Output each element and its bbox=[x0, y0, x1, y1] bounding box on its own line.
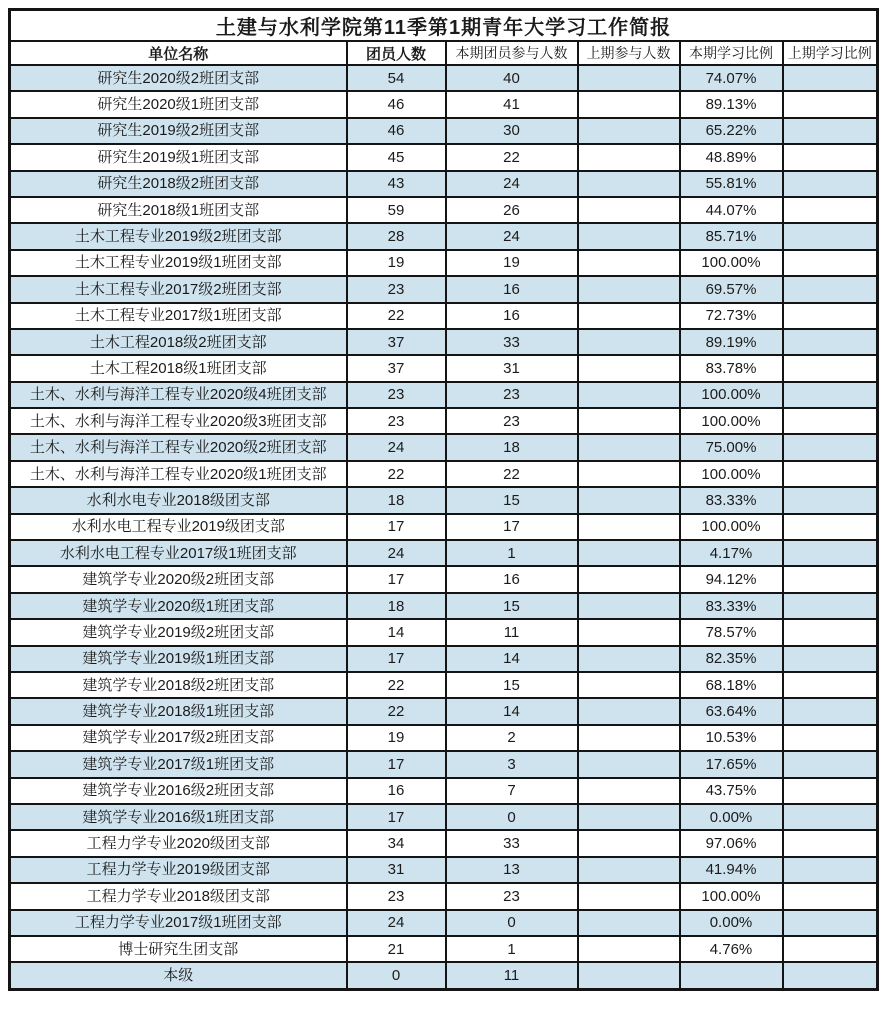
previous-participants-cell bbox=[578, 144, 680, 170]
previous-ratio-cell bbox=[783, 910, 878, 936]
unit-name-cell: 工程力学专业2018级团支部 bbox=[10, 883, 347, 909]
previous-participants-cell bbox=[578, 698, 680, 724]
current-ratio-cell: 83.33% bbox=[680, 487, 783, 513]
unit-name-cell: 建筑学专业2016级1班团支部 bbox=[10, 804, 347, 830]
member-count-cell: 45 bbox=[347, 144, 446, 170]
member-count-cell: 17 bbox=[347, 566, 446, 592]
current-ratio-cell: 55.81% bbox=[680, 171, 783, 197]
unit-name-cell: 研究生2019级2班团支部 bbox=[10, 118, 347, 144]
current-ratio-cell: 83.33% bbox=[680, 593, 783, 619]
current-ratio-cell: 0.00% bbox=[680, 804, 783, 830]
current-ratio-cell: 94.12% bbox=[680, 566, 783, 592]
current-ratio-cell: 75.00% bbox=[680, 434, 783, 460]
previous-ratio-cell bbox=[783, 566, 878, 592]
previous-participants-cell bbox=[578, 566, 680, 592]
current-participants-cell: 19 bbox=[446, 250, 578, 276]
current-participants-cell: 3 bbox=[446, 751, 578, 777]
current-ratio-cell bbox=[680, 962, 783, 989]
previous-ratio-cell bbox=[783, 223, 878, 249]
current-participants-cell: 0 bbox=[446, 804, 578, 830]
column-header-previous-participants: 上期参与人数 bbox=[578, 41, 680, 65]
previous-participants-cell bbox=[578, 672, 680, 698]
member-count-cell: 22 bbox=[347, 303, 446, 329]
current-participants-cell: 17 bbox=[446, 514, 578, 540]
unit-name-cell: 建筑学专业2017级1班团支部 bbox=[10, 751, 347, 777]
current-ratio-cell: 100.00% bbox=[680, 461, 783, 487]
unit-name-cell: 土木、水利与海洋工程专业2020级3班团支部 bbox=[10, 408, 347, 434]
unit-name-cell: 建筑学专业2016级2班团支部 bbox=[10, 778, 347, 804]
previous-ratio-cell bbox=[783, 118, 878, 144]
current-ratio-cell: 72.73% bbox=[680, 303, 783, 329]
current-participants-cell: 11 bbox=[446, 962, 578, 989]
previous-participants-cell bbox=[578, 804, 680, 830]
table-row bbox=[10, 91, 878, 117]
table-row bbox=[10, 514, 878, 540]
current-participants-cell: 22 bbox=[446, 461, 578, 487]
unit-name-cell: 建筑学专业2018级1班团支部 bbox=[10, 698, 347, 724]
previous-participants-cell bbox=[578, 329, 680, 355]
member-count-cell: 16 bbox=[347, 778, 446, 804]
table-row bbox=[10, 936, 878, 962]
current-ratio-cell: 100.00% bbox=[680, 408, 783, 434]
previous-ratio-cell bbox=[783, 936, 878, 962]
current-participants-cell: 24 bbox=[446, 171, 578, 197]
current-ratio-cell: 48.89% bbox=[680, 144, 783, 170]
current-participants-cell: 15 bbox=[446, 593, 578, 619]
unit-name-cell: 建筑学专业2019级1班团支部 bbox=[10, 646, 347, 672]
previous-ratio-cell bbox=[783, 857, 878, 883]
table-row bbox=[10, 250, 878, 276]
member-count-cell: 19 bbox=[347, 250, 446, 276]
previous-ratio-cell bbox=[783, 830, 878, 856]
current-participants-cell: 1 bbox=[446, 936, 578, 962]
unit-name-cell: 工程力学专业2017级1班团支部 bbox=[10, 910, 347, 936]
unit-name-cell: 土木、水利与海洋工程专业2020级4班团支部 bbox=[10, 382, 347, 408]
current-ratio-cell: 17.65% bbox=[680, 751, 783, 777]
previous-ratio-cell bbox=[783, 883, 878, 909]
table-row bbox=[10, 223, 878, 249]
previous-participants-cell bbox=[578, 171, 680, 197]
column-header-previous-ratio: 上期学习比例 bbox=[783, 41, 878, 65]
table-row bbox=[10, 646, 878, 672]
current-ratio-cell: 97.06% bbox=[680, 830, 783, 856]
previous-participants-cell bbox=[578, 65, 680, 91]
report-title: 土建与水利学院第11季第1期青年大学习工作简报 bbox=[10, 10, 878, 42]
current-ratio-cell: 89.19% bbox=[680, 329, 783, 355]
previous-participants-cell bbox=[578, 619, 680, 645]
table-row bbox=[10, 487, 878, 513]
table-row bbox=[10, 725, 878, 751]
previous-ratio-cell bbox=[783, 197, 878, 223]
member-count-cell: 37 bbox=[347, 329, 446, 355]
table-row bbox=[10, 303, 878, 329]
current-participants-cell: 16 bbox=[446, 303, 578, 329]
member-count-cell: 17 bbox=[347, 646, 446, 672]
table-row bbox=[10, 540, 878, 566]
current-ratio-cell: 65.22% bbox=[680, 118, 783, 144]
current-ratio-cell: 78.57% bbox=[680, 619, 783, 645]
previous-ratio-cell bbox=[783, 434, 878, 460]
current-participants-cell: 31 bbox=[446, 355, 578, 381]
table-row bbox=[10, 910, 878, 936]
unit-name-cell: 研究生2018级2班团支部 bbox=[10, 171, 347, 197]
previous-ratio-cell bbox=[783, 329, 878, 355]
column-header-current-participants: 本期团员参与人数 bbox=[446, 41, 578, 65]
table-row bbox=[10, 461, 878, 487]
table-row bbox=[10, 355, 878, 381]
member-count-cell: 14 bbox=[347, 619, 446, 645]
table-row bbox=[10, 566, 878, 592]
current-participants-cell: 13 bbox=[446, 857, 578, 883]
member-count-cell: 17 bbox=[347, 751, 446, 777]
previous-ratio-cell bbox=[783, 303, 878, 329]
unit-name-cell: 水利水电工程专业2017级1班团支部 bbox=[10, 540, 347, 566]
member-count-cell: 46 bbox=[347, 91, 446, 117]
column-header-member-count: 团员人数 bbox=[347, 41, 446, 65]
current-participants-cell: 40 bbox=[446, 65, 578, 91]
previous-participants-cell bbox=[578, 382, 680, 408]
previous-participants-cell bbox=[578, 962, 680, 989]
current-ratio-cell: 63.64% bbox=[680, 698, 783, 724]
member-count-cell: 31 bbox=[347, 857, 446, 883]
table-row bbox=[10, 329, 878, 355]
table-row bbox=[10, 144, 878, 170]
member-count-cell: 19 bbox=[347, 725, 446, 751]
member-count-cell: 23 bbox=[347, 408, 446, 434]
unit-name-cell: 土木工程专业2019级2班团支部 bbox=[10, 223, 347, 249]
current-ratio-cell: 74.07% bbox=[680, 65, 783, 91]
unit-name-cell: 水利水电工程专业2019级团支部 bbox=[10, 514, 347, 540]
previous-participants-cell bbox=[578, 857, 680, 883]
previous-participants-cell bbox=[578, 276, 680, 302]
previous-ratio-cell bbox=[783, 144, 878, 170]
previous-participants-cell bbox=[578, 830, 680, 856]
unit-name-cell: 土木、水利与海洋工程专业2020级1班团支部 bbox=[10, 461, 347, 487]
title-row bbox=[10, 10, 878, 42]
previous-ratio-cell bbox=[783, 382, 878, 408]
current-participants-cell: 41 bbox=[446, 91, 578, 117]
member-count-cell: 22 bbox=[347, 698, 446, 724]
table-row bbox=[10, 434, 878, 460]
report-table bbox=[8, 8, 879, 991]
previous-participants-cell bbox=[578, 434, 680, 460]
table-row bbox=[10, 276, 878, 302]
unit-name-cell: 研究生2020级1班团支部 bbox=[10, 91, 347, 117]
member-count-cell: 37 bbox=[347, 355, 446, 381]
previous-ratio-cell bbox=[783, 698, 878, 724]
unit-name-cell: 建筑学专业2017级2班团支部 bbox=[10, 725, 347, 751]
previous-ratio-cell bbox=[783, 171, 878, 197]
table-row bbox=[10, 408, 878, 434]
member-count-cell: 17 bbox=[347, 514, 446, 540]
previous-participants-cell bbox=[578, 751, 680, 777]
current-participants-cell: 23 bbox=[446, 408, 578, 434]
table-row bbox=[10, 171, 878, 197]
previous-participants-cell bbox=[578, 936, 680, 962]
previous-participants-cell bbox=[578, 514, 680, 540]
table-row bbox=[10, 118, 878, 144]
table-row bbox=[10, 197, 878, 223]
current-ratio-cell: 83.78% bbox=[680, 355, 783, 381]
member-count-cell: 34 bbox=[347, 830, 446, 856]
current-participants-cell: 33 bbox=[446, 329, 578, 355]
previous-participants-cell bbox=[578, 197, 680, 223]
previous-ratio-cell bbox=[783, 751, 878, 777]
unit-name-cell: 土木工程2018级2班团支部 bbox=[10, 329, 347, 355]
current-ratio-cell: 41.94% bbox=[680, 857, 783, 883]
previous-participants-cell bbox=[578, 461, 680, 487]
previous-participants-cell bbox=[578, 355, 680, 381]
column-header-current-ratio: 本期学习比例 bbox=[680, 41, 783, 65]
column-header-unit-name: 单位名称 bbox=[10, 41, 347, 65]
current-participants-cell: 15 bbox=[446, 487, 578, 513]
table-row bbox=[10, 804, 878, 830]
current-ratio-cell: 10.53% bbox=[680, 725, 783, 751]
current-participants-cell: 24 bbox=[446, 223, 578, 249]
member-count-cell: 18 bbox=[347, 487, 446, 513]
unit-name-cell: 工程力学专业2019级团支部 bbox=[10, 857, 347, 883]
previous-ratio-cell bbox=[783, 461, 878, 487]
current-ratio-cell: 100.00% bbox=[680, 514, 783, 540]
previous-participants-cell bbox=[578, 487, 680, 513]
table-row bbox=[10, 857, 878, 883]
previous-ratio-cell bbox=[783, 778, 878, 804]
previous-ratio-cell bbox=[783, 540, 878, 566]
table-row bbox=[10, 830, 878, 856]
current-ratio-cell: 44.07% bbox=[680, 197, 783, 223]
member-count-cell: 21 bbox=[347, 936, 446, 962]
previous-ratio-cell bbox=[783, 250, 878, 276]
previous-participants-cell bbox=[578, 593, 680, 619]
previous-participants-cell bbox=[578, 646, 680, 672]
current-ratio-cell: 100.00% bbox=[680, 883, 783, 909]
current-ratio-cell: 43.75% bbox=[680, 778, 783, 804]
table-row bbox=[10, 778, 878, 804]
unit-name-cell: 建筑学专业2018级2班团支部 bbox=[10, 672, 347, 698]
current-ratio-cell: 69.57% bbox=[680, 276, 783, 302]
previous-participants-cell bbox=[578, 250, 680, 276]
current-ratio-cell: 100.00% bbox=[680, 382, 783, 408]
unit-name-cell: 建筑学专业2020级1班团支部 bbox=[10, 593, 347, 619]
table-row bbox=[10, 698, 878, 724]
previous-ratio-cell bbox=[783, 91, 878, 117]
current-participants-cell: 14 bbox=[446, 646, 578, 672]
current-participants-cell: 30 bbox=[446, 118, 578, 144]
current-participants-cell: 1 bbox=[446, 540, 578, 566]
previous-participants-cell bbox=[578, 540, 680, 566]
current-ratio-cell: 100.00% bbox=[680, 250, 783, 276]
unit-name-cell: 研究生2020级2班团支部 bbox=[10, 65, 347, 91]
current-participants-cell: 18 bbox=[446, 434, 578, 460]
previous-participants-cell bbox=[578, 223, 680, 249]
unit-name-cell: 工程力学专业2020级团支部 bbox=[10, 830, 347, 856]
current-ratio-cell: 0.00% bbox=[680, 910, 783, 936]
previous-participants-cell bbox=[578, 408, 680, 434]
previous-ratio-cell bbox=[783, 408, 878, 434]
previous-ratio-cell bbox=[783, 487, 878, 513]
previous-ratio-cell bbox=[783, 593, 878, 619]
previous-ratio-cell bbox=[783, 514, 878, 540]
previous-participants-cell bbox=[578, 883, 680, 909]
current-participants-cell: 22 bbox=[446, 144, 578, 170]
current-participants-cell: 16 bbox=[446, 276, 578, 302]
current-ratio-cell: 4.76% bbox=[680, 936, 783, 962]
previous-ratio-cell bbox=[783, 962, 878, 989]
member-count-cell: 23 bbox=[347, 276, 446, 302]
unit-name-cell: 研究生2018级1班团支部 bbox=[10, 197, 347, 223]
current-participants-cell: 2 bbox=[446, 725, 578, 751]
table-row bbox=[10, 962, 878, 989]
member-count-cell: 24 bbox=[347, 910, 446, 936]
member-count-cell: 17 bbox=[347, 804, 446, 830]
member-count-cell: 23 bbox=[347, 382, 446, 408]
unit-name-cell: 土木、水利与海洋工程专业2020级2班团支部 bbox=[10, 434, 347, 460]
table-row bbox=[10, 593, 878, 619]
previous-ratio-cell bbox=[783, 725, 878, 751]
current-participants-cell: 11 bbox=[446, 619, 578, 645]
unit-name-cell: 建筑学专业2020级2班团支部 bbox=[10, 566, 347, 592]
unit-name-cell: 本级 bbox=[10, 962, 347, 989]
member-count-cell: 23 bbox=[347, 883, 446, 909]
member-count-cell: 22 bbox=[347, 672, 446, 698]
previous-participants-cell bbox=[578, 118, 680, 144]
current-ratio-cell: 89.13% bbox=[680, 91, 783, 117]
header-row bbox=[10, 41, 878, 65]
unit-name-cell: 博士研究生团支部 bbox=[10, 936, 347, 962]
previous-ratio-cell bbox=[783, 804, 878, 830]
current-ratio-cell: 68.18% bbox=[680, 672, 783, 698]
previous-ratio-cell bbox=[783, 619, 878, 645]
member-count-cell: 18 bbox=[347, 593, 446, 619]
previous-ratio-cell bbox=[783, 646, 878, 672]
member-count-cell: 24 bbox=[347, 540, 446, 566]
member-count-cell: 22 bbox=[347, 461, 446, 487]
member-count-cell: 43 bbox=[347, 171, 446, 197]
previous-participants-cell bbox=[578, 778, 680, 804]
current-participants-cell: 33 bbox=[446, 830, 578, 856]
member-count-cell: 24 bbox=[347, 434, 446, 460]
member-count-cell: 28 bbox=[347, 223, 446, 249]
unit-name-cell: 建筑学专业2019级2班团支部 bbox=[10, 619, 347, 645]
member-count-cell: 54 bbox=[347, 65, 446, 91]
table-row bbox=[10, 751, 878, 777]
current-participants-cell: 23 bbox=[446, 382, 578, 408]
current-ratio-cell: 85.71% bbox=[680, 223, 783, 249]
current-participants-cell: 23 bbox=[446, 883, 578, 909]
table-row bbox=[10, 619, 878, 645]
previous-participants-cell bbox=[578, 910, 680, 936]
current-ratio-cell: 4.17% bbox=[680, 540, 783, 566]
unit-name-cell: 土木工程专业2017级2班团支部 bbox=[10, 276, 347, 302]
unit-name-cell: 水利水电专业2018级团支部 bbox=[10, 487, 347, 513]
previous-participants-cell bbox=[578, 303, 680, 329]
table-row bbox=[10, 883, 878, 909]
previous-ratio-cell bbox=[783, 276, 878, 302]
unit-name-cell: 土木工程2018级1班团支部 bbox=[10, 355, 347, 381]
current-participants-cell: 7 bbox=[446, 778, 578, 804]
current-participants-cell: 0 bbox=[446, 910, 578, 936]
current-participants-cell: 26 bbox=[446, 197, 578, 223]
unit-name-cell: 土木工程专业2017级1班团支部 bbox=[10, 303, 347, 329]
previous-ratio-cell bbox=[783, 355, 878, 381]
current-participants-cell: 14 bbox=[446, 698, 578, 724]
table-row bbox=[10, 65, 878, 91]
previous-ratio-cell bbox=[783, 672, 878, 698]
current-participants-cell: 16 bbox=[446, 566, 578, 592]
table-row bbox=[10, 672, 878, 698]
previous-participants-cell bbox=[578, 91, 680, 117]
unit-name-cell: 研究生2019级1班团支部 bbox=[10, 144, 347, 170]
current-ratio-cell: 82.35% bbox=[680, 646, 783, 672]
member-count-cell: 59 bbox=[347, 197, 446, 223]
unit-name-cell: 土木工程专业2019级1班团支部 bbox=[10, 250, 347, 276]
member-count-cell: 46 bbox=[347, 118, 446, 144]
previous-ratio-cell bbox=[783, 65, 878, 91]
previous-participants-cell bbox=[578, 725, 680, 751]
member-count-cell: 0 bbox=[347, 962, 446, 989]
current-participants-cell: 15 bbox=[446, 672, 578, 698]
table-row bbox=[10, 382, 878, 408]
